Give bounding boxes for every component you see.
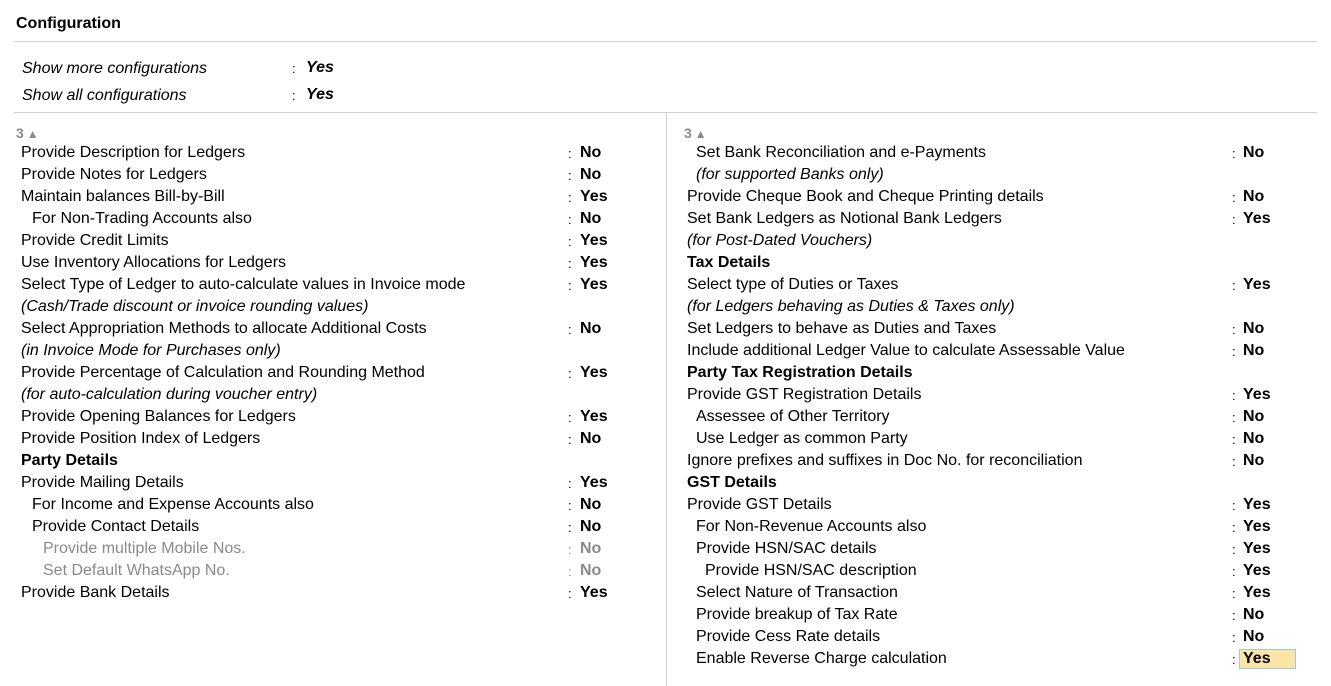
option-label: Ignore prefixes and suffixes in Doc No. for reconciliation	[687, 452, 1083, 469]
option-label: Maintain balances Bill-by-Bill	[21, 188, 225, 205]
option-label: (for Ledgers behaving as Duties & Taxes only)	[687, 298, 1015, 315]
scroll-up-icon: ▲	[26, 127, 39, 141]
colon-separator: :	[568, 168, 572, 183]
option-label: Provide Mailing Details	[21, 474, 184, 491]
option-value[interactable]: No	[1243, 606, 1265, 623]
option-value[interactable]: Yes	[1243, 540, 1271, 557]
section-title: Party Details	[21, 452, 118, 469]
option-value[interactable]: No	[580, 562, 602, 579]
option-value[interactable]: No	[1243, 452, 1265, 469]
option-label: Set Bank Ledgers as Notional Bank Ledgers	[687, 210, 1002, 227]
option-value[interactable]: Yes	[1243, 386, 1271, 403]
option-label: Include additional Ledger Value to calculate Assessable Value	[687, 342, 1125, 359]
option-label: For Income and Expense Accounts also	[32, 496, 314, 513]
option-value[interactable]: No	[1243, 342, 1265, 359]
colon-separator: :	[568, 432, 572, 447]
colon-separator: :	[1232, 520, 1236, 535]
option-value[interactable]: No	[580, 430, 602, 447]
colon-separator: :	[1232, 344, 1236, 359]
section-title: Party Tax Registration Details	[687, 364, 913, 381]
colon-separator: :	[568, 476, 572, 491]
colon-separator: :	[1232, 322, 1236, 337]
colon-separator: :	[568, 256, 572, 271]
colon-separator: :	[568, 278, 572, 293]
colon-separator: :	[568, 322, 572, 337]
colon-separator: :	[1232, 630, 1236, 645]
option-value[interactable]: No	[580, 144, 602, 161]
option-label: Provide Contact Details	[32, 518, 200, 535]
scroll-counter[interactable]	[16, 125, 39, 141]
option-value[interactable]: No	[1243, 320, 1265, 337]
scroll-counter[interactable]	[684, 125, 707, 141]
option-label: For Non-Revenue Accounts also	[696, 518, 927, 535]
option-value[interactable]: Yes	[1243, 518, 1271, 535]
left-config-column	[0, 0, 660, 686]
option-label: (for supported Banks only)	[696, 166, 884, 183]
option-label: Provide Opening Balances for Ledgers	[21, 408, 296, 425]
option-value[interactable]: Yes	[1243, 210, 1271, 227]
option-value[interactable]: No	[1243, 144, 1265, 161]
colon-separator: :	[568, 366, 572, 381]
colon-separator: :	[568, 146, 572, 161]
option-value[interactable]: Yes	[1243, 562, 1271, 579]
option-label: Provide Percentage of Calculation and Rounding Method	[21, 364, 425, 381]
option-label: Set Ledgers to behave as Duties and Taxes	[687, 320, 997, 337]
option-label: Provide HSN/SAC details	[696, 540, 877, 557]
option-label: Provide multiple Mobile Nos.	[43, 540, 246, 557]
option-value[interactable]: Yes	[580, 276, 608, 293]
option-label: Provide HSN/SAC description	[705, 562, 917, 579]
option-label: Provide GST Registration Details	[687, 386, 922, 403]
colon-separator: :	[568, 234, 572, 249]
colon-separator: :	[1232, 278, 1236, 293]
option-label: Use Ledger as common Party	[696, 430, 908, 447]
colon-separator: :	[1232, 608, 1236, 623]
colon-separator: :	[568, 542, 572, 557]
option-label: Provide Bank Details	[21, 584, 170, 601]
colon-separator: :	[1232, 564, 1236, 579]
colon-separator: :	[568, 498, 572, 513]
scroll-up-icon: ▲	[694, 127, 707, 141]
option-value[interactable]: No	[580, 540, 602, 557]
option-label: Set Bank Reconciliation and e-Payments	[696, 144, 986, 161]
colon-separator: :	[568, 190, 572, 205]
colon-separator: :	[1232, 542, 1236, 557]
option-value[interactable]: Yes	[1243, 584, 1271, 601]
option-label: Enable Reverse Charge calculation	[696, 650, 947, 667]
colon-separator: :	[1232, 652, 1236, 667]
option-value[interactable]: Yes	[580, 584, 608, 601]
option-value[interactable]: Yes	[580, 188, 608, 205]
option-value[interactable]: No	[1243, 628, 1265, 645]
colon-separator: :	[1232, 410, 1236, 425]
option-value[interactable]: Yes	[580, 474, 608, 491]
colon-separator: :	[292, 61, 296, 76]
option-label: Select type of Duties or Taxes	[687, 276, 899, 293]
counter-value: 3	[16, 125, 24, 141]
colon-separator: :	[1232, 454, 1236, 469]
option-value[interactable]: No	[580, 210, 602, 227]
option-value[interactable]: Yes	[580, 364, 608, 381]
option-value[interactable]: No	[580, 518, 602, 535]
option-label: For Non-Trading Accounts also	[32, 210, 252, 227]
colon-separator: :	[1232, 190, 1236, 205]
colon-separator: :	[1232, 388, 1236, 403]
option-value[interactable]: Yes	[580, 408, 608, 425]
option-label: (for Post-Dated Vouchers)	[687, 232, 873, 249]
colon-separator: :	[1232, 498, 1236, 513]
option-label: Show more configurations	[22, 60, 207, 77]
option-value[interactable]: Yes	[580, 254, 608, 271]
option-label: Assessee of Other Territory	[696, 408, 890, 425]
option-label: Select Appropriation Methods to allocate Additional Costs	[21, 320, 427, 337]
colon-separator: :	[292, 88, 296, 103]
colon-separator: :	[568, 520, 572, 535]
option-label: (Cash/Trade discount or invoice rounding values)	[21, 298, 369, 315]
option-label: (for auto-calculation during voucher entry)	[21, 386, 318, 403]
option-label: Use Inventory Allocations for Ledgers	[21, 254, 287, 271]
option-label: Set Default WhatsApp No.	[43, 562, 230, 579]
option-value[interactable]: No	[1243, 188, 1265, 205]
colon-separator: :	[1232, 146, 1236, 161]
option-label: Provide GST Details	[687, 496, 832, 513]
colon-separator: :	[1232, 586, 1236, 601]
right-config-column	[666, 0, 1326, 686]
option-value[interactable]: Yes	[1243, 276, 1271, 293]
option-label: Provide Position Index of Ledgers	[21, 430, 261, 447]
option-label: Provide Cess Rate details	[696, 628, 881, 645]
counter-value: 3	[684, 125, 692, 141]
section-title: GST Details	[687, 474, 777, 491]
option-value[interactable]: Yes	[306, 86, 334, 103]
section-title: Tax Details	[687, 254, 771, 271]
option-value[interactable]: Yes	[306, 59, 334, 76]
colon-separator: :	[568, 212, 572, 227]
option-label: Select Nature of Transaction	[696, 584, 898, 601]
option-value[interactable]: No	[1243, 408, 1265, 425]
option-label: Provide Cheque Book and Cheque Printing details	[687, 188, 1044, 205]
colon-separator: :	[568, 410, 572, 425]
option-label: Provide Credit Limits	[21, 232, 169, 249]
option-label: Select Type of Ledger to auto-calculate values in Invoice mode	[21, 276, 466, 293]
colon-separator: :	[568, 586, 572, 601]
option-value-focused[interactable]: Yes	[1240, 650, 1295, 668]
option-value[interactable]: No	[1243, 430, 1265, 447]
option-value[interactable]: Yes	[1243, 496, 1271, 513]
option-label: Provide Description for Ledgers	[21, 144, 246, 161]
option-value[interactable]: No	[580, 166, 602, 183]
option-value[interactable]: No	[580, 320, 602, 337]
option-label: Provide Notes for Ledgers	[21, 166, 207, 183]
option-value[interactable]: Yes	[580, 232, 608, 249]
option-label: Show all configurations	[22, 87, 187, 104]
page-title: Configuration	[16, 15, 121, 32]
option-label: Provide breakup of Tax Rate	[696, 606, 898, 623]
colon-separator: :	[1232, 432, 1236, 447]
option-value[interactable]: No	[580, 496, 602, 513]
colon-separator: :	[568, 564, 572, 579]
colon-separator: :	[1232, 212, 1236, 227]
option-label: (in Invoice Mode for Purchases only)	[21, 342, 281, 359]
